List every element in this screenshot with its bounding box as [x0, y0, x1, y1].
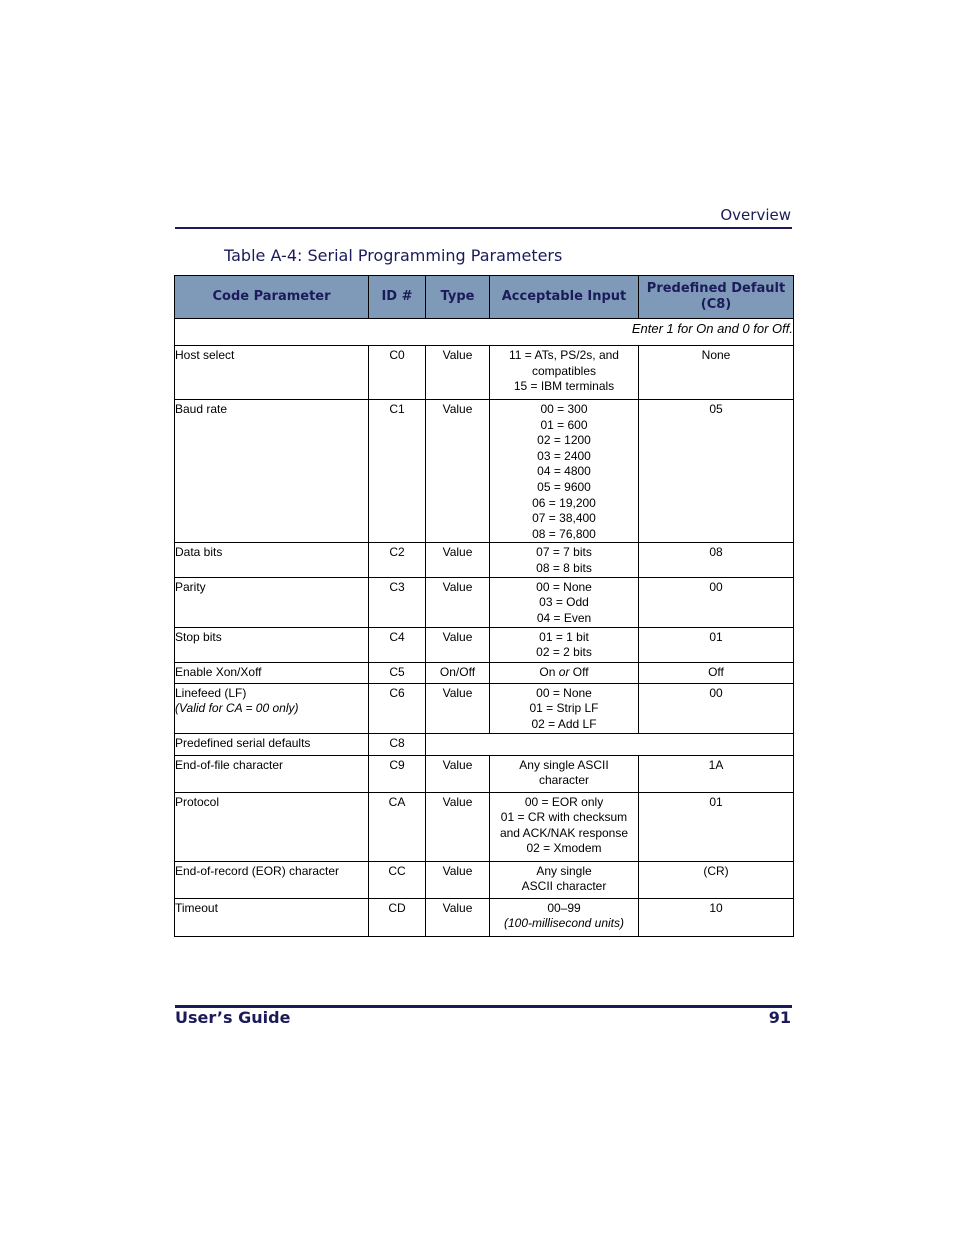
input-cell	[490, 543, 639, 577]
table-caption: Table A-4: Serial Programming Parameters	[224, 246, 563, 265]
type-cell: On/Off	[426, 662, 490, 683]
param-cell: Predefined serial defaults	[175, 733, 369, 755]
param-cell: End-of-file character	[175, 755, 369, 792]
serial-parameters-table	[174, 275, 794, 937]
input-line: 11 = ATs, PS/2s, and	[509, 348, 619, 362]
input-off: Off	[569, 664, 589, 679]
input-line: 01 = 600	[540, 417, 588, 432]
table-row	[175, 662, 794, 683]
empty-span-cell	[426, 733, 794, 755]
input-cell	[490, 683, 639, 733]
type-cell: Value	[426, 755, 490, 792]
default-cell: 01	[639, 627, 794, 662]
table-row	[175, 755, 794, 792]
param-cell: Enable Xon/Xoff	[175, 662, 369, 683]
page-number: 91	[768, 1008, 791, 1027]
param-cell: Data bits	[175, 543, 369, 577]
table-header-row	[175, 276, 794, 319]
default-cell: 10	[639, 898, 794, 936]
id-cell: C8	[369, 733, 426, 755]
input-cell	[490, 400, 639, 543]
param-cell	[175, 683, 369, 733]
table-row	[175, 627, 794, 662]
input-line: ASCII character	[521, 879, 607, 894]
table-row	[175, 683, 794, 733]
param-cell: Timeout	[175, 898, 369, 936]
id-cell: C3	[369, 577, 426, 627]
input-line: 15 = IBM terminals	[513, 379, 615, 394]
default-cell: Off	[639, 662, 794, 683]
param-cell: Protocol	[175, 792, 369, 861]
id-cell: CD	[369, 898, 426, 936]
type-cell: Value	[426, 543, 490, 577]
input-line: 06 = 19,200	[532, 495, 596, 510]
col-header-predefined-default: Predefined Default (C8)	[639, 276, 794, 319]
id-cell: C5	[369, 662, 426, 683]
input-line: 00 = None	[536, 685, 592, 700]
type-cell: Value	[426, 346, 490, 400]
default-cell: 00	[639, 577, 794, 627]
param-cell: Baud rate	[175, 400, 369, 543]
param-cell: End-of-record (EOR) character	[175, 861, 369, 898]
default-cell: 01	[639, 792, 794, 861]
default-cell: None	[639, 346, 794, 400]
type-cell: Value	[426, 861, 490, 898]
input-line: 08 = 76,800	[532, 526, 596, 541]
param-cell: Parity	[175, 577, 369, 627]
input-line: character	[538, 773, 590, 788]
input-line: 02 = Xmodem	[526, 841, 602, 856]
footer-title: User’s Guide	[175, 1008, 291, 1027]
input-line: Any single ASCII	[519, 757, 609, 772]
input-on: On	[539, 664, 559, 679]
input-cell	[490, 627, 639, 662]
table-row	[175, 898, 794, 936]
input-line: 02 = 1200	[537, 433, 591, 448]
input-line: 04 = Even	[536, 610, 592, 625]
type-cell: Value	[426, 577, 490, 627]
input-line: and ACK/NAK response	[499, 825, 629, 840]
type-cell: Value	[426, 627, 490, 662]
col-header-acceptable-input: Acceptable Input	[490, 276, 639, 319]
param-label: Linefeed (LF)	[175, 685, 247, 700]
input-line: 03 = Odd	[539, 595, 589, 610]
input-line: 04 = 4800	[537, 464, 591, 479]
section-label: Overview	[720, 206, 791, 224]
default-cell: 1A	[639, 755, 794, 792]
input-line: 03 = 2400	[537, 448, 591, 463]
id-cell: C2	[369, 543, 426, 577]
header-rule	[175, 227, 792, 229]
id-cell: C4	[369, 627, 426, 662]
id-cell: C0	[369, 346, 426, 400]
input-line: 00 = None	[536, 579, 592, 594]
id-cell: C1	[369, 400, 426, 543]
id-cell: CC	[369, 861, 426, 898]
table-row	[175, 861, 794, 898]
input-line: 07 = 38,400	[532, 511, 596, 526]
input-or: or	[558, 664, 570, 679]
input-cell	[490, 755, 639, 792]
input-line: 05 = 9600	[537, 479, 591, 494]
input-line: 07 = 7 bits	[536, 545, 592, 560]
type-cell: Value	[426, 400, 490, 543]
input-cell	[490, 346, 639, 400]
input-line: 00 = EOR only	[524, 794, 604, 809]
param-cell: Host select	[175, 346, 369, 400]
input-line: 08 = 8 bits	[536, 560, 592, 575]
col-header-type: Type	[426, 276, 490, 319]
table-row	[175, 543, 794, 577]
table-row	[175, 346, 794, 400]
input-line: 01 = CR with checksum	[500, 810, 628, 825]
input-line: 02 = Add LF	[531, 716, 597, 731]
on-off-note: Enter 1 for On and 0 for Off.	[175, 319, 794, 346]
table-row	[175, 577, 794, 627]
default-cell: 08	[639, 543, 794, 577]
col-header-id: ID #	[369, 276, 426, 319]
input-cell	[490, 861, 639, 898]
input-line: compatibles	[531, 363, 597, 378]
table-row	[175, 733, 794, 755]
default-cell: 05	[639, 400, 794, 543]
id-cell: CA	[369, 792, 426, 861]
input-line: 00 = 300	[540, 402, 588, 416]
param-cell: Stop bits	[175, 627, 369, 662]
type-cell: Value	[426, 683, 490, 733]
param-note: (Valid for CA = 00 only)	[175, 701, 299, 716]
table-note-row	[175, 319, 794, 346]
input-cell	[490, 577, 639, 627]
id-cell: C6	[369, 683, 426, 733]
input-line: 01 = 1 bit	[539, 629, 589, 644]
table-row	[175, 400, 794, 543]
input-cell	[490, 898, 639, 936]
input-line: 02 = 2 bits	[536, 645, 592, 660]
input-note: (100-millisecond units)	[503, 916, 625, 931]
input-line: 00–99	[547, 900, 581, 915]
default-cell: (CR)	[639, 861, 794, 898]
input-cell	[490, 792, 639, 861]
type-cell: Value	[426, 792, 490, 861]
input-cell	[490, 662, 639, 683]
id-cell: C9	[369, 755, 426, 792]
input-line: 01 = Strip LF	[529, 701, 599, 716]
col-header-code-parameter: Code Parameter	[175, 276, 369, 319]
table-row	[175, 792, 794, 861]
default-cell: 00	[639, 683, 794, 733]
type-cell: Value	[426, 898, 490, 936]
input-line: Any single	[536, 863, 592, 878]
